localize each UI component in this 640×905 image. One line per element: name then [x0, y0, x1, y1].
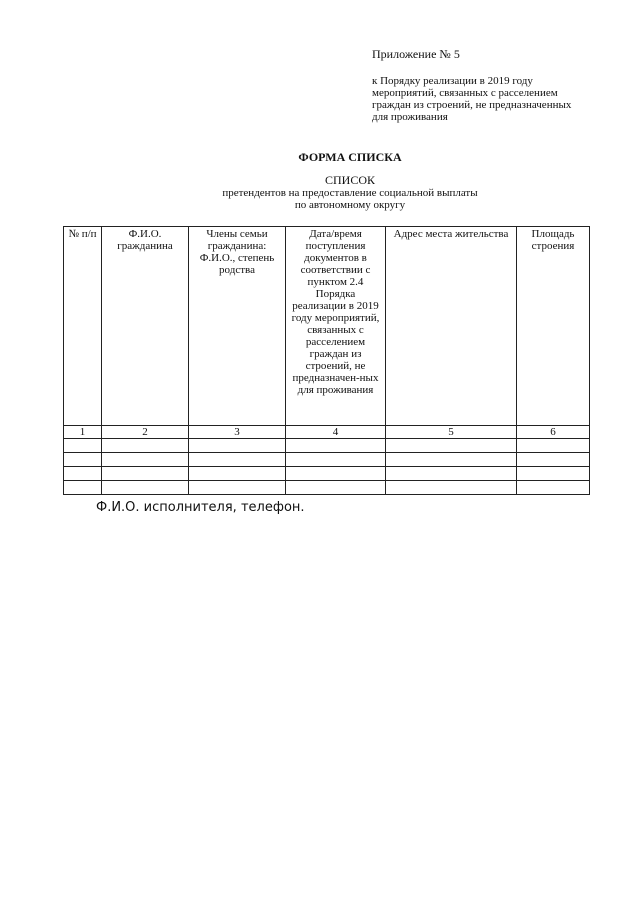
column-numbers-row [64, 426, 590, 439]
header-address: Адрес места жительства [386, 227, 517, 426]
header-number: № п/п [64, 227, 102, 426]
table-cell [386, 467, 517, 481]
table-row [64, 481, 590, 495]
appendix-line: мероприятий, связанных с расселением [372, 87, 558, 99]
list-heading [0, 174, 640, 211]
table-cell [286, 439, 386, 453]
executor-line: Ф.И.О. исполнителя, телефон. [96, 500, 305, 515]
table-cell [189, 439, 286, 453]
column-number: 2 [102, 426, 189, 439]
table-cell [517, 481, 590, 495]
column-number: 4 [286, 426, 386, 439]
column-number: 6 [517, 426, 590, 439]
table-cell [286, 467, 386, 481]
table-row [64, 439, 590, 453]
table-cell [517, 467, 590, 481]
table-cell [386, 481, 517, 495]
header-row [64, 227, 590, 426]
table-cell [102, 467, 189, 481]
header-full-name: Ф.И.О. гражданина [102, 227, 189, 426]
table-cell [102, 481, 189, 495]
appendix-number: Приложение № 5 [372, 47, 460, 61]
table-cell [386, 453, 517, 467]
header-family-members: Члены семьи гражданина: Ф.И.О., степень родства [189, 227, 286, 426]
column-number: 1 [64, 426, 102, 439]
table-row [64, 467, 590, 481]
table-cell [102, 453, 189, 467]
list-subtitle-line: по автономному округу [294, 199, 406, 211]
table-cell [102, 439, 189, 453]
column-number: 5 [386, 426, 517, 439]
column-number: 3 [189, 426, 286, 439]
table-cell [517, 453, 590, 467]
appendix-line: к Порядку реализации в 2019 году [372, 75, 533, 87]
table-row [64, 453, 590, 467]
table-cell [286, 481, 386, 495]
header-submission-date: Дата/время поступления документов в соответствии с пунктом 2.4 Порядка реализации в 2019 году мероприятий, связанных с расселением граждан из строений, не предназначен-ных для проживания [286, 227, 386, 426]
table-cell [517, 439, 590, 453]
appendix-block [372, 48, 617, 123]
form-title: ФОРМА СПИСКА [298, 150, 402, 164]
table-cell [386, 439, 517, 453]
table-cell [64, 439, 102, 453]
table-cell [189, 453, 286, 467]
list-subtitle-line: претендентов на предоставление социальной выплаты [222, 187, 478, 199]
table-cell [189, 467, 286, 481]
table-cell [64, 481, 102, 495]
list-title: СПИСОК [324, 173, 375, 187]
header-area: Площадь строения [517, 227, 590, 426]
table-cell [64, 453, 102, 467]
table-cell [64, 467, 102, 481]
applicants-table [63, 226, 590, 495]
appendix-line: граждан из строений, не предназначенных [372, 99, 572, 111]
table-cell [286, 453, 386, 467]
appendix-line: для проживания [372, 111, 448, 123]
table-cell [189, 481, 286, 495]
